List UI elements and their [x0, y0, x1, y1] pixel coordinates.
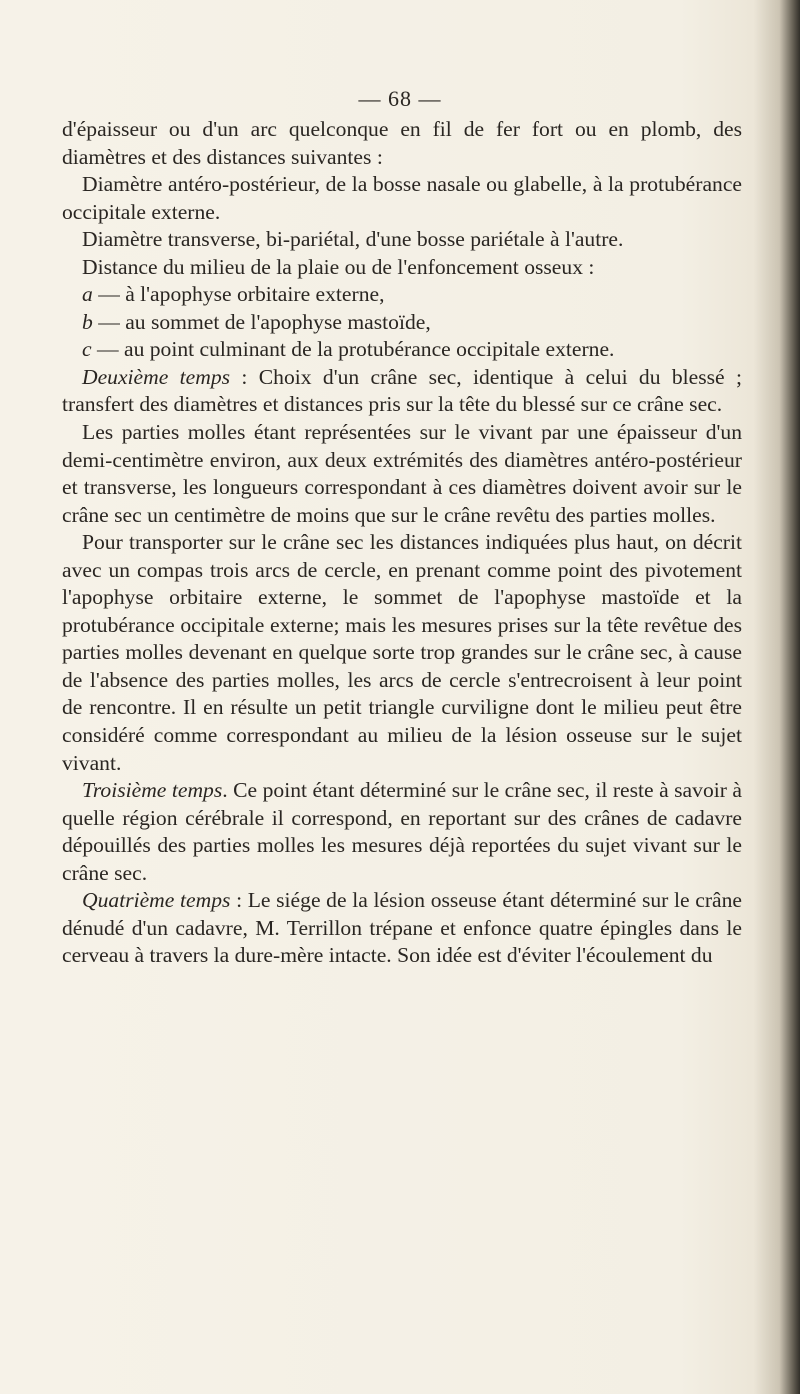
- third-step-heading: Troisième temps: [82, 778, 223, 803]
- page-number: — 68 —: [358, 86, 442, 111]
- paragraph-compass-arcs: Pour transporter sur le crâne sec les distances indiquées plus haut, on décrit avec un compas trois arcs de cercle, en prenant comme point des pivotement l'apophyse orbitaire externe, le sommet de l'apophyse mastoïde et la protubérance occipitale externe; mais les mesures prises sur la tête revêtue des parties molles devenant en quelque sorte trop grandes sur le crâne sec, à cause de l'absence des parties molles, les arcs de cercle s'entrecroisent à leur point de rencontre. Il en résulte un petit triangle curviligne dont le milieu peut être considéré comme correspondant au milieu de la lésion osseuse sur le sujet vivant.: [62, 530, 742, 775]
- list-text-c: — au point culminant de la protubérance occipitale externe.: [91, 337, 615, 362]
- fourth-step-heading: Quatrième temps: [82, 888, 231, 913]
- paragraph-transverse-diameter: Diamètre transverse, bi-pariétal, d'une bosse pariétale à l'autre.: [82, 227, 624, 252]
- third-step-text: . Ce point étant déterminé sur le crâne sec, il reste à savoir à quelle région cérébrale il correspond, en reportant sur des crânes de cadavre dépouillés des parties molles les mesures déjà reportées du sujet vivant sur le crâne sec.: [62, 778, 742, 885]
- paragraph-second-step: [62, 364, 742, 419]
- list-letter-a: a: [82, 282, 93, 307]
- paragraph-soft-parts: Les parties molles étant représentées sur le vivant par une épaisseur d'un demi-centimètre environ, aux deux extrémités des diamètres antéro-postérieur et transverse, les longueurs correspondant à ces diamètres doivent avoir sur le crâne sec un centimètre de moins que sur le crâne revêtu des parties molles.: [62, 420, 742, 527]
- paragraph-intro: d'épaisseur ou d'un arc quelconque en fil de fer fort ou en plomb, des diamètres et des distances suivantes :: [62, 117, 742, 169]
- list-text-b: — au sommet de l'apophyse mastoïde,: [92, 309, 431, 334]
- second-step-heading: Deuxième temps: [82, 364, 231, 389]
- paragraph-fourth-step: [62, 887, 742, 970]
- second-step-text: : Choix d'un crâne sec, identique à celui du blessé ; transfert des diamètres et distances pris sur la tête du blessé sur ce crâne sec.: [62, 364, 742, 417]
- paragraph-distance-heading: Distance du milieu de la plaie ou de l'enfoncement osseux :: [82, 254, 595, 279]
- list-text-a: — à l'apophyse orbitaire externe,: [92, 282, 385, 307]
- list-item-a: [62, 281, 742, 309]
- list-letter-b: b: [82, 309, 93, 334]
- list-letter-c: c: [82, 337, 92, 362]
- paragraph-third-step: [62, 777, 742, 887]
- fourth-step-text: : Le siége de la lésion osseuse étant déterminé sur le crâne dénudé d'un cadavre, M. Terrillon trépane et enfonce quatre épingles dans le cerveau à travers la dure-mère intacte. Son idée est d'éviter l'écoulement du: [62, 888, 742, 968]
- page-edge-shadow: [754, 0, 800, 1394]
- body-text: [62, 116, 742, 970]
- list-item-c: [62, 336, 742, 364]
- list-item-b: [62, 309, 742, 337]
- paragraph-anteroposterior-diameter: Diamètre antéro-postérieur, de la bosse nasale ou glabelle, à la protubérance occipitale externe.: [62, 172, 742, 224]
